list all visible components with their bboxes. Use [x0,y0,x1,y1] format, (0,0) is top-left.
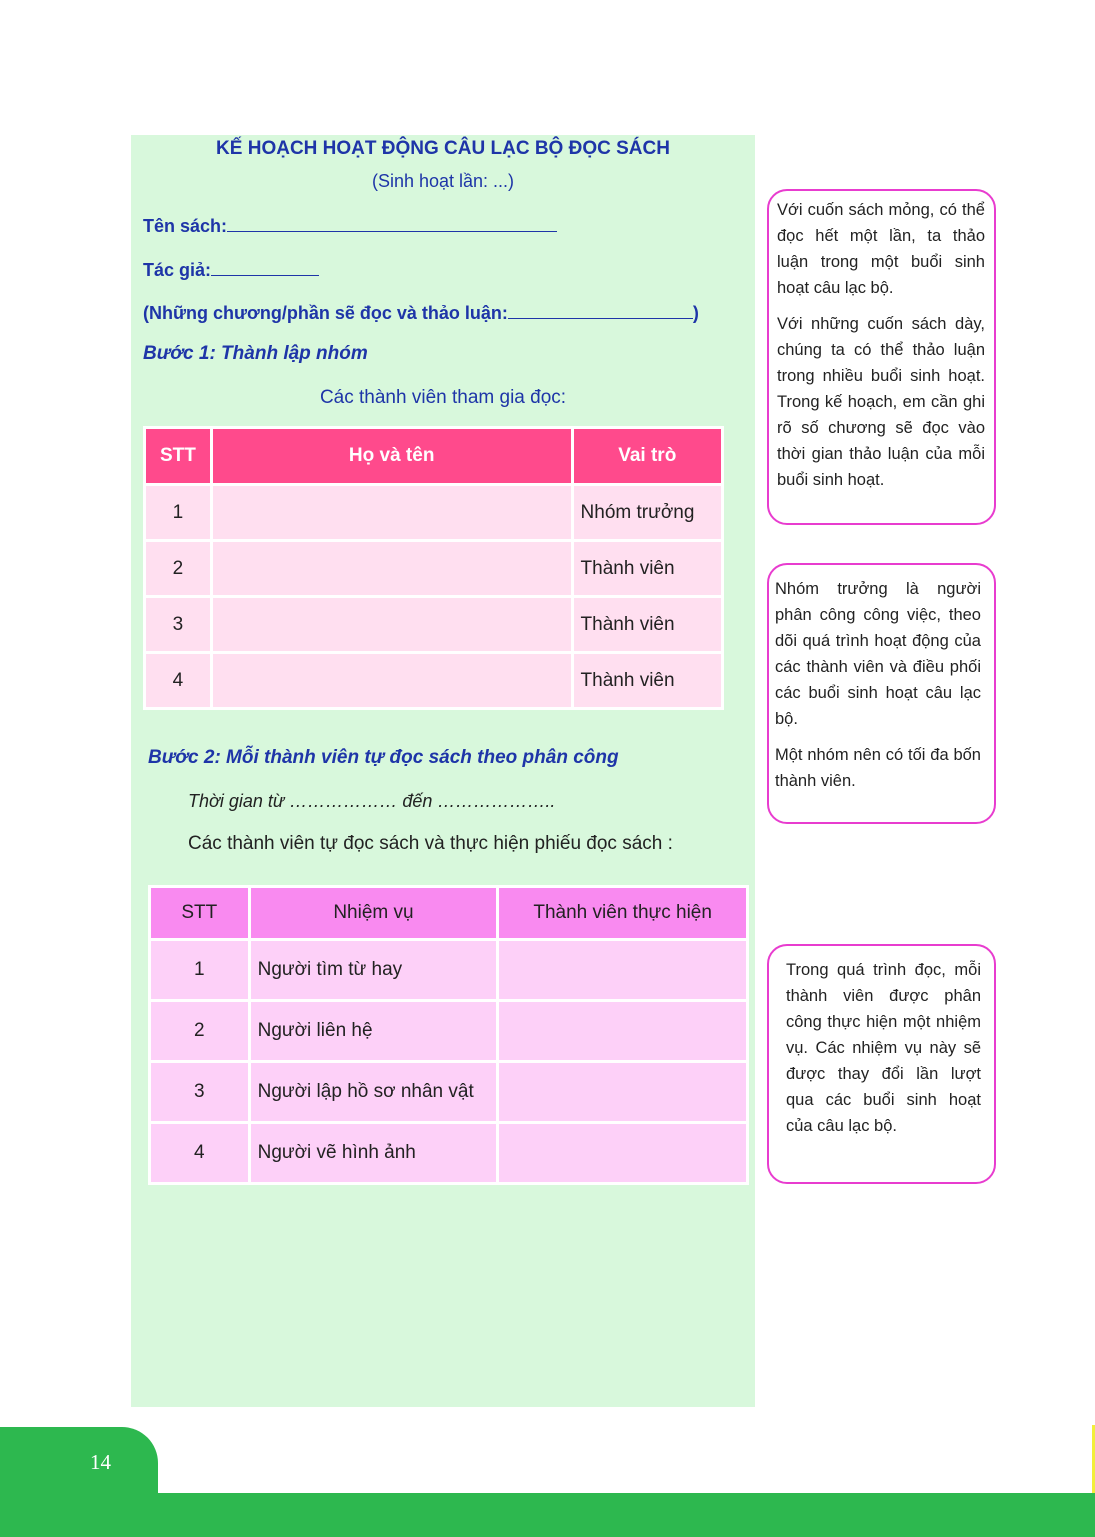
header-member: Thành viên thực hiện [498,887,748,940]
member-name-cell[interactable] [211,597,572,653]
header-task: Nhiệm vụ [249,887,498,940]
member-name-cell[interactable] [211,541,572,597]
book-name-blank[interactable] [227,213,557,232]
assigned-member-cell[interactable] [498,940,748,1001]
members-table [143,426,724,710]
note-paragraph: Với những cuốn sách dày, chúng ta có thể thảo luận trong nhiều buổi sinh hoạt. Trong kế hoạch, em cần ghi rõ số chương sẽ đọc vào thời gian thảo luận của mỗi buổi sinh hoạt. [777,315,985,489]
note-paragraph: Trong quá trình đọc, mỗi thành viên được phân công thực hiện một nhiệm vụ. Các nhiệm vụ này sẽ được thay đổi lần lượt qua các buổi sinh hoạt của câu lạc bộ. [786,961,981,1135]
members-label: Các thành viên tham gia đọc: [319,387,567,408]
task-cell: Người liên hệ [249,1001,498,1062]
chapters-label: (Những chương/phần sẽ đọc và thảo luận: [143,303,508,323]
row-number: 3 [145,597,212,653]
table-row [145,541,723,597]
header-role: Vai trò [572,428,722,485]
table-row [145,597,723,653]
note-paragraph: Với cuốn sách mỏng, có thể đọc hết một lần, ta thảo luận trong một buổi sinh hoạt câu lạc bộ. [777,201,985,297]
footer-band [0,1493,1095,1537]
row-number: 2 [150,1001,250,1062]
member-role-cell: Thành viên [572,653,722,709]
member-name-cell[interactable] [211,653,572,709]
chapters-field [143,300,699,324]
plan-title: KẾ HOẠCH HOẠT ĐỘNG CÂU LẠC BỘ ĐỌC SÁCH [216,138,670,159]
table-row [150,1123,748,1184]
row-number: 3 [150,1062,250,1123]
task-cell: Người tìm từ hay [249,940,498,1001]
row-number: 2 [145,541,212,597]
book-name-field [143,213,557,237]
page-number: 14 [90,1450,111,1474]
note-task-rotation [767,944,996,1184]
table-row [150,1062,748,1123]
tasks-table-header [150,887,748,940]
header-name: Họ và tên [211,428,572,485]
page-number-tab [0,1427,158,1537]
step2-heading: Bước 2: Mỗi thành viên tự đọc sách theo phân công [148,747,619,768]
task-cell: Người vẽ hình ảnh [249,1123,498,1184]
row-number: 1 [145,485,212,541]
reading-time-line: Thời gian từ ……………… đến ……………….. [188,791,556,811]
table-row [150,1001,748,1062]
assigned-member-cell[interactable] [498,1062,748,1123]
member-name-cell[interactable] [211,485,572,541]
chapters-close: ) [692,303,699,323]
table-row [150,940,748,1001]
members-table-header [145,428,723,485]
header-stt: STT [150,887,250,940]
plan-subtitle: (Sinh hoạt lần: ...) [371,171,515,191]
member-role-cell: Thành viên [572,597,722,653]
plan-panel [131,135,755,1407]
tasks-table [148,885,749,1185]
table-row [145,653,723,709]
note-book-length [767,189,996,525]
row-number: 4 [150,1123,250,1184]
task-intro: Các thành viên tự đọc sách và thực hiện phiếu đọc sách : [188,833,673,854]
task-cell: Người lập hồ sơ nhân vật [249,1062,498,1123]
header-stt: STT [145,428,212,485]
row-number: 4 [145,653,212,709]
table-row [145,485,723,541]
member-role-cell: Thành viên [572,541,722,597]
note-paragraph: Nhóm trưởng là người phân công công việc, theo dõi quá trình hoạt động của các thành viên và điều phối các buổi sinh hoạt câu lạc bộ. [775,580,981,728]
note-group-leader [767,563,996,824]
assigned-member-cell[interactable] [498,1123,748,1184]
note-paragraph: Một nhóm nên có tối đa bốn thành viên. [775,746,981,790]
step1-heading: Bước 1: Thành lập nhóm [143,343,368,364]
author-field [143,257,319,281]
book-name-label: Tên sách: [143,216,228,236]
row-number: 1 [150,940,250,1001]
assigned-member-cell[interactable] [498,1001,748,1062]
author-blank[interactable] [211,257,319,276]
author-label: Tác giả: [143,260,212,280]
chapters-blank[interactable] [508,300,693,319]
member-role-cell: Nhóm trưởng [572,485,722,541]
